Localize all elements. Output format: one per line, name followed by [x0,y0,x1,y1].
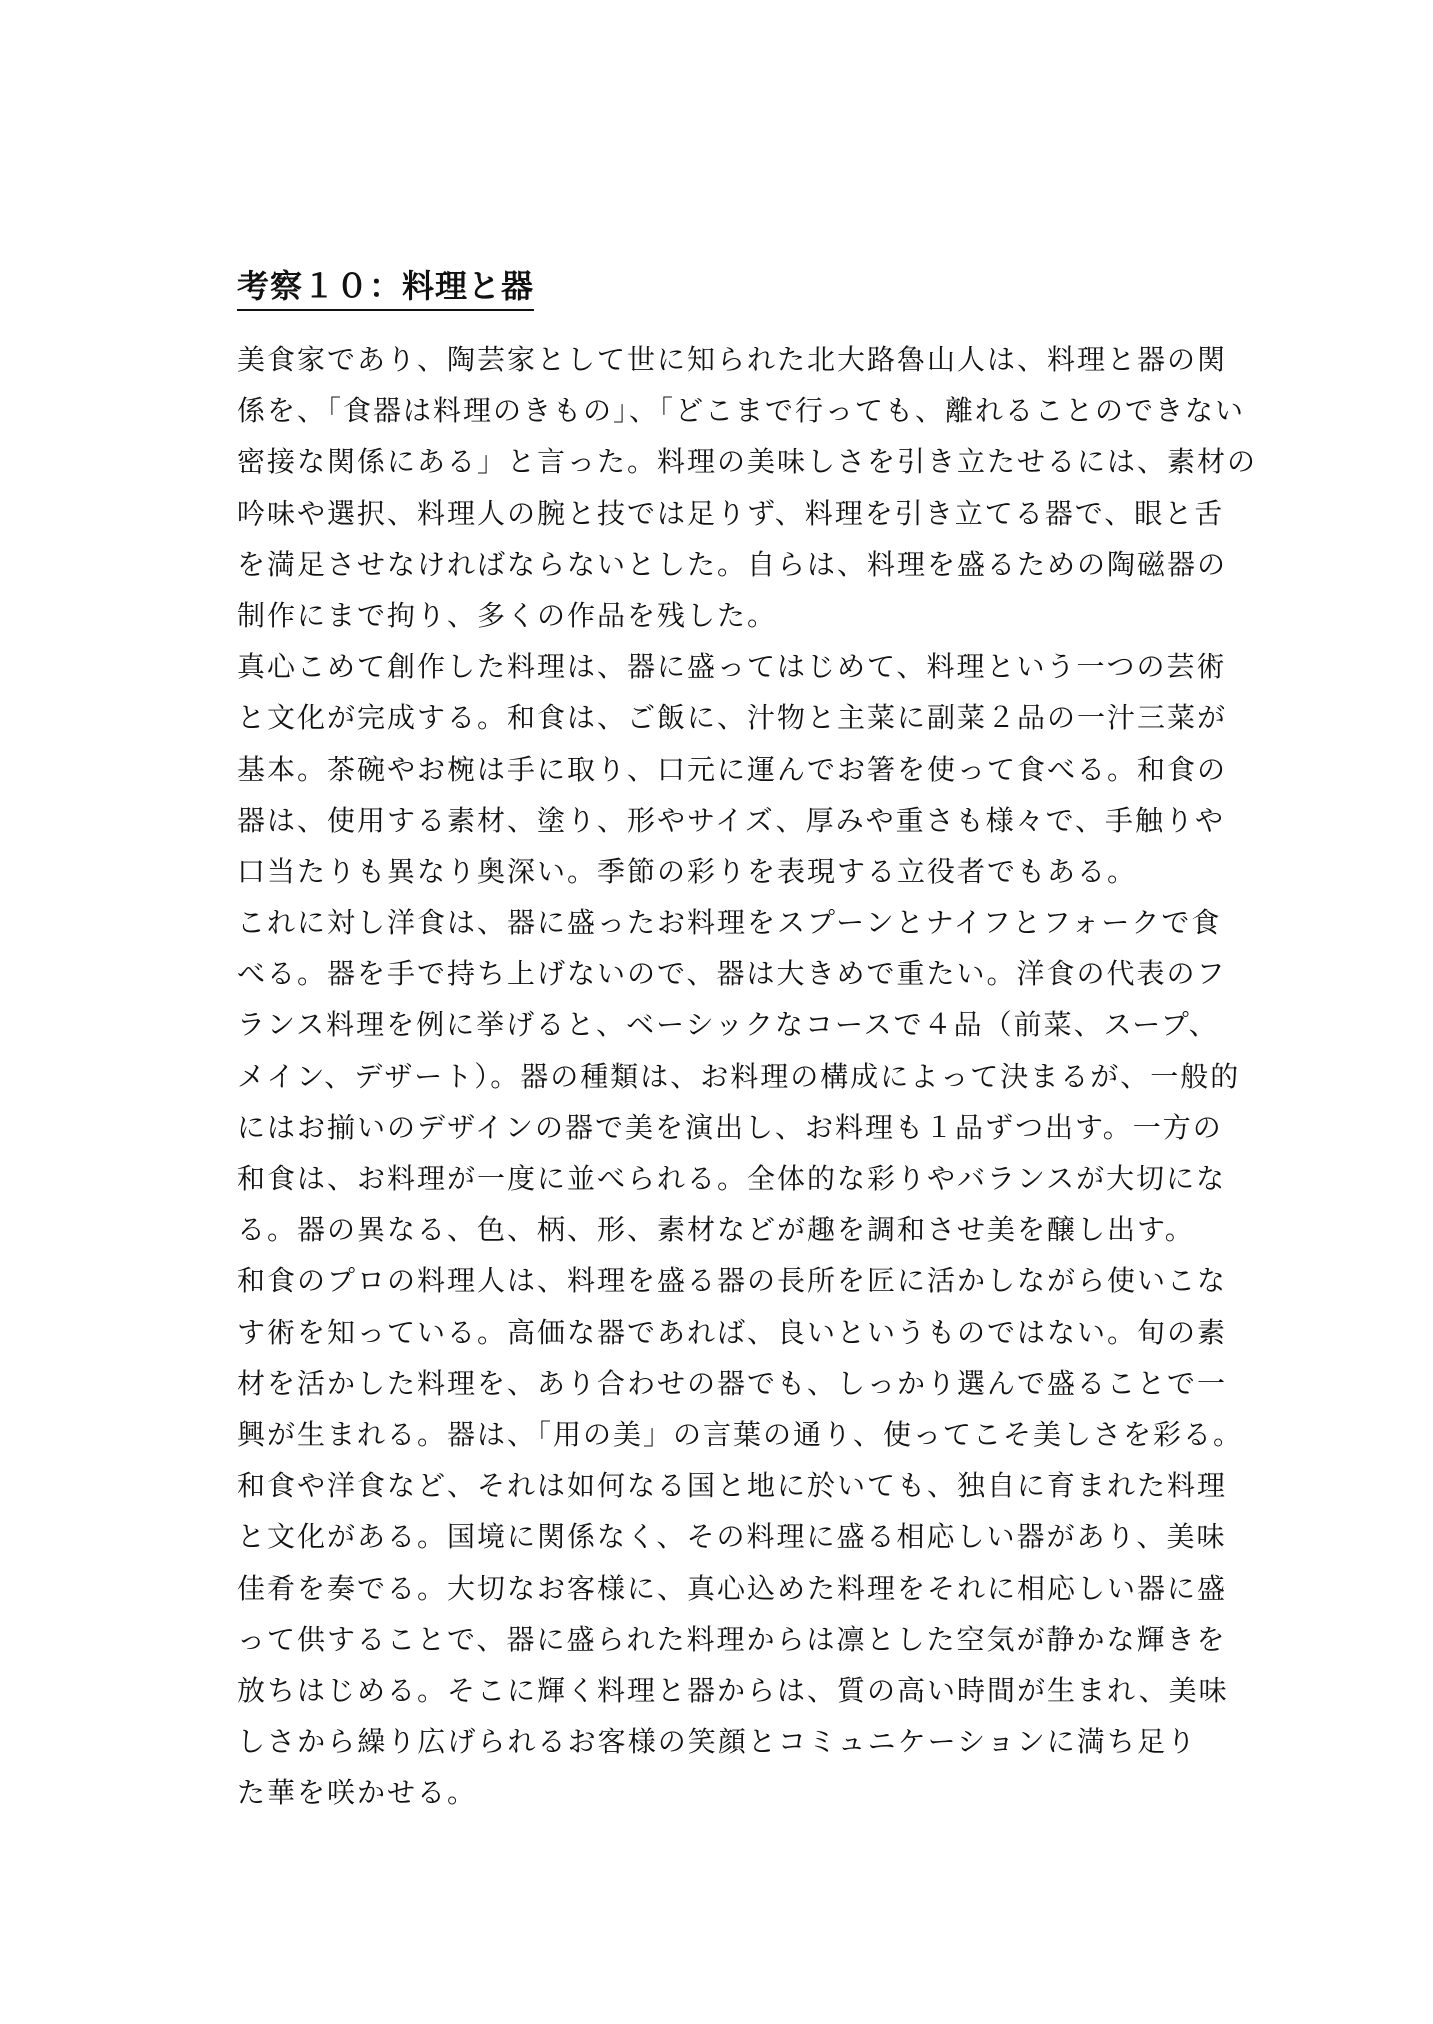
text-line: 美食家であり、陶芸家として世に知られた北大路魯山人は、料理と器の関 [237,343,1228,376]
body-text [237,334,1258,1818]
text-line: 佳肴を奏でる。大切なお客様に、真心込めた料理をそれに相応しい器に盛 [237,1571,1228,1605]
text-line: る。器の異なる、色、柄、形、素材などが趣を調和させ美を醸し出す。 [237,1213,1195,1247]
text-line: 吟味や選択、料理人の腕と技では足りず、料理を引き立てる器で、眼と舌 [237,496,1225,530]
text-line: 放ちはじめる。そこに輝く料理と器からは、質の高い時間が生まれ、美味 [237,1673,1229,1707]
text-line: にはお揃いのデザインの器で美を演出し、お料理も１品ずつ出す。一方の [237,1110,1223,1144]
text-line: と文化が完成する。和食は、ご飯に、汁物と主菜に副菜２品の一汁三菜が [237,701,1228,735]
text-line: 器は、使用する素材、塗り、形やサイズ、厚みや重さも様々で、手触りや [237,803,1226,837]
text-line: これに対し洋食は、器に盛ったお料理をスプーンとナイフとフォークで食 [237,906,1222,940]
text-line: を満足させなければならないとした。自らは、料理を盛るための陶磁器の [237,547,1228,581]
text-line: しさから繰り広げられるお客様の笑顔とコミュニケーションに満ち足り [237,1725,1197,1759]
text-line: 和食や洋食など、それは如何なる国と地に於いても、独自に育まれた料理 [237,1469,1228,1503]
text-line: メイン、デザート）。器の種類は、お料理の構成によって決まるが、一般的 [237,1059,1241,1093]
text-line: 口当たりも異なり奥深い。季節の彩りを表現する立役者でもある。 [237,854,1138,888]
text-line: 興が生まれる。器は、「用の美」の言葉の通り、使ってこそ美しさを彩る。 [237,1417,1244,1451]
text-line: 係を、「食器は料理のきもの」、「どこまで行っても、離れることのできない [237,394,1246,428]
text-line: 和食のプロの料理人は、料理を盛る器の長所を匠に活かしながら使いこな [237,1264,1228,1298]
text-line: と文化がある。国境に関係なく、その料理に盛る相応しい器があり、美味 [237,1520,1227,1554]
text-line: 制作にまで拘り、多くの作品を残した。 [237,598,778,632]
text-line: 材を活かした料理を、あり合わせの器でも、しっかり選んで盛ることで一 [237,1366,1228,1400]
text-line: 和食は、お料理が一度に並べられる。全体的な彩りやバランスが大切にな [237,1162,1227,1195]
text-line: ランス料理を例に挙げると、ベーシックなコースで４品（前菜、スープ、 [237,1008,1219,1042]
text-line: す術を知っている。高価な器であれば、良いというものではない。旬の素 [237,1315,1228,1349]
text-line: べる。器を手で持ち上げないので、器は大きめで重たい。洋食の代表のフ [237,957,1227,991]
text-line: 真心こめて創作した料理は、器に盛ってはじめて、料理という一つの芸術 [237,650,1227,684]
text-line: 密接な関係にある」と言った。料理の美味しさを引き立たせるには、素材の [237,445,1258,479]
page-title: 考察１０：料理と器 [237,264,534,311]
text-line: って供することで、器に盛られた料理からは凛とした空気が静かな輝きを [237,1622,1227,1656]
text-line: 基本。茶碗やお椀は手に取り、口元に運んでお箸を使って食べる。和食の [237,752,1228,786]
text-line: た華を咲かせる。 [237,1776,478,1810]
